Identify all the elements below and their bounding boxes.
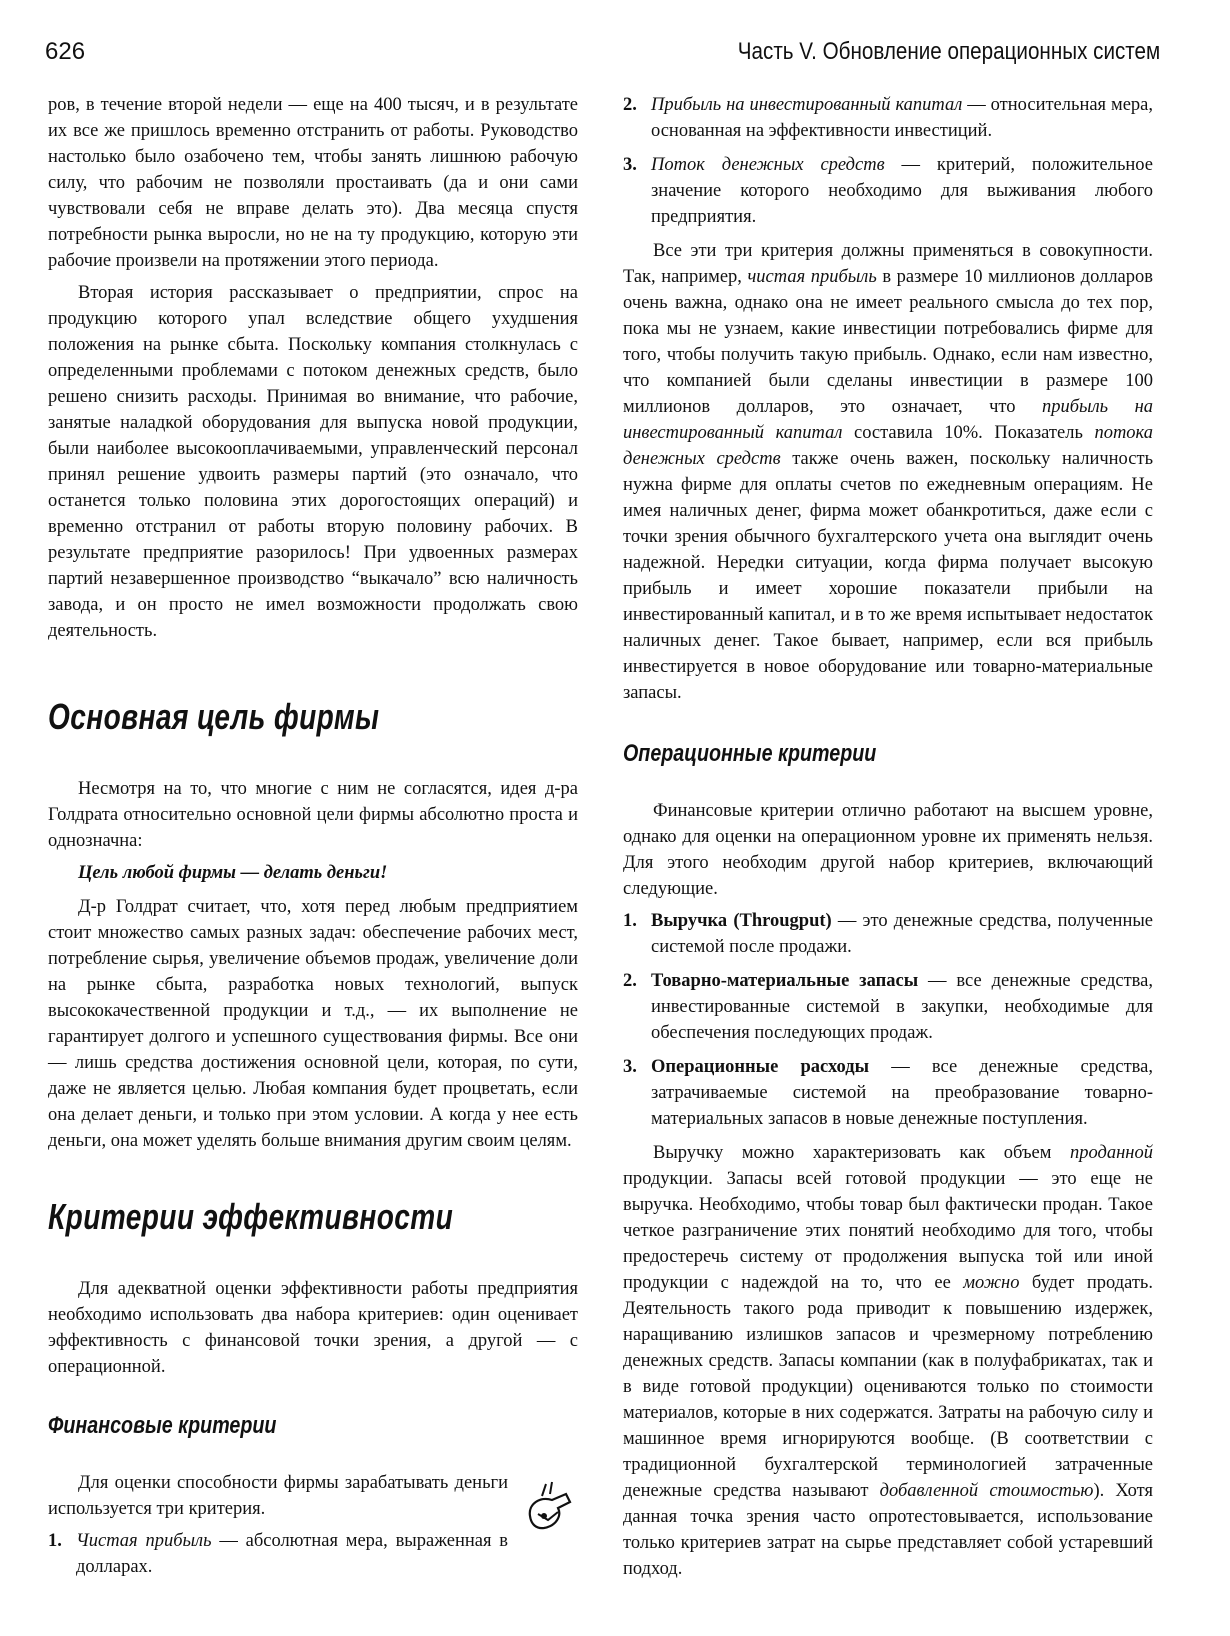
paragraph: Все эти три критерия должны применяться в совокупности. Так, например, чистая прибыль в размере 10 миллионов долларов очень важна, однако она не имеет реального смысла до тех пор, пока мы не узнаем, какие инвестиции потребовались фирме для того, чтобы получить такую прибыль. Однако, если нам известно, что компанией были сделаны инвестиции в размере 100 миллионов долларов, это означает, что прибыль на инвестированный капитал составила 10%. Показатель потока денежных средств также очень важен, поскольку наличность нужна фирме для оплаты счетов по ежедневным операциям. Не имея наличных денег, фирма может обанкротиться, даже если с точки зрения обычного бухгалтерского учета она выглядит очень надежной. Нередки ситуации, когда фирма получает высокую прибыль и имеет хорошие показатели прибыли на инвестированный капитал, и в то же время испытывает недостаток наличных денег. Такое бывает, например, если вся прибыль инвестируется в новое оборудование или товарно-материальные запасы. <box>623 241 1154 703</box>
list-item: 1. Выручка (Througput) — это денежные средства, полученные системой после продажи. <box>623 911 1153 957</box>
list-item: 2. Прибыль на инвестированный капитал — относительная мера, основанная на эффективности инвестиций. <box>623 95 1153 141</box>
list-item: 3. Операционные расходы — все денежные средства, затрачиваемые системой на преобразование товарно-материальных запасов в новые денежные поступления. <box>623 1057 1153 1129</box>
section-heading-criteria: Критерии эффективности <box>48 1196 454 1237</box>
paragraph: Несмотря на то, что многие с ним не согласятся, идея д-ра Голдрата относительно основной цели фирмы абсолютно проста и однозначна: <box>48 779 578 851</box>
paragraph: Выручку можно характеризовать как объем проданной продукции. Запасы всей готовой продукции — это еще не выручка. Необходимо, чтобы товар был фактически продан. Такое четкое разграничение этих понятий необходимо для того, чтобы предостеречь систему от продолжения выпуска той или иной продукции с надеждой на то, что ее можно будет продать. Деятельность такого рода приводит к повышению издержек, наращиванию излишков запасов и чрезмерному потреблению денежных средств. Запасы компании (как в полуфабрикатах, так и в виде готовой продукции) оцениваются только по стоимости материалов, которые в них содержатся. Затраты на рабочую силу и машинное время игнорируются вообще. (В соответствии с традиционной бухгалтерской терминологией затраченные денежные средства называют добавленной стоимостью). Хотя данная точка зрения часто опротестовывается, использование только критериев затрат на сырье представляет собой устаревший подход. <box>623 1143 1153 1579</box>
running-title: Часть V. Обновление операционных систем <box>737 38 1160 65</box>
section-heading-goal: Основная цель фирмы <box>48 696 380 737</box>
paragraph: ров, в течение второй недели — еще на 400 тысяч, и в результате их все же пришлось временно отстранить от работы. Руководство настолько было озабочено тем, чтобы занять лишнюю рабочую силу, что рабочим не позволяли простаивать (да и они сами чувствовали себя не вправе делать это). Два месяца спустя потребности рынка выросли, но не на ту продукцию, которую эти рабочие произвели на протяжении этого периода. <box>48 95 578 271</box>
left-column <box>48 92 578 1588</box>
subsection-heading-operational: Операционные критерии <box>623 740 877 767</box>
page-header <box>45 38 1160 78</box>
slogan: Цель любой фирмы — делать деньги! <box>78 863 388 883</box>
right-column <box>623 92 1153 1588</box>
paragraph: Финансовые критерии отлично работают на высшем уровне, однако для оценки на операционном уровне их применять нельзя. Для этого необходим другой набор критериев, включающий следующие. <box>623 801 1153 899</box>
financial-criteria-list-cont <box>623 92 1153 230</box>
subsection-heading-financial: Финансовые критерии <box>48 1412 277 1439</box>
paragraph: Для оценки способности фирмы зарабатывать деньги используется три критерия. <box>48 1473 508 1519</box>
financial-criteria-list <box>48 1528 508 1580</box>
paragraph: Д-р Голдрат считает, что, хотя перед любым предприятием стоит множество самых разных задач: обеспечение рабочих мест, потребление сырья, увеличение объемов продаж, увеличение доли на рынке сбыта, разработка новых технологий, выпуск высококачественной продукции и т.д., — их выполнение не гарантирует долгого и успешного существования фирмы. Все они — лишь средства достижения основной цели, которая, по сути, даже не является целью. Любая компания будет процветать, если она делает деньги, и только при этом условии. А когда у нее есть деньги, она может уделять больше внимания другим своим целям. <box>48 897 578 1151</box>
list-item: 3. Поток денежных средств — критерий, положительное значение которого необходимо для выживания любого предприятия. <box>623 155 1153 227</box>
list-item: 2. Товарно-материальные запасы — все денежные средства, инвестированные системой в закупки, необходимые для обеспечения последующих продаж. <box>623 971 1153 1043</box>
page-number: 626 <box>45 38 86 65</box>
list-item: 1. Чистая прибыль — абсолютная мера, выраженная в долларах. <box>48 1531 508 1577</box>
money-hand-icon <box>522 1476 578 1540</box>
paragraph: Вторая история рассказывает о предприятии, спрос на продукцию которого упал вследствие общего ухудшения положения на рынке сбыта. Поскольку компания столкнулась с определенными проблемами с потоком денежных средств, было решено снизить расходы. Принимая во внимание, что рабочие, занятые наладкой оборудования для выпуска новой продукции, были наиболее высокооплачиваемыми, управленческий персонал принял решение удвоить размеры партий (это означало, что останется только половина этих дорогостоящих операций) и временно отстранил от работы вторую половину рабочих. В результате предприятие разорилось! При удвоенных размерах партий незавершенное производство “выкачало” всю наличность завода, и он просто не имел возможности продолжать свою деятельность. <box>48 283 578 641</box>
paragraph: Для адекватной оценки эффективности работы предприятия необходимо использовать два набора критериев: один оценивает эффективность с финансовой точки зрения, а другой — с операционной. <box>48 1279 578 1377</box>
operational-criteria-list <box>623 908 1153 1132</box>
